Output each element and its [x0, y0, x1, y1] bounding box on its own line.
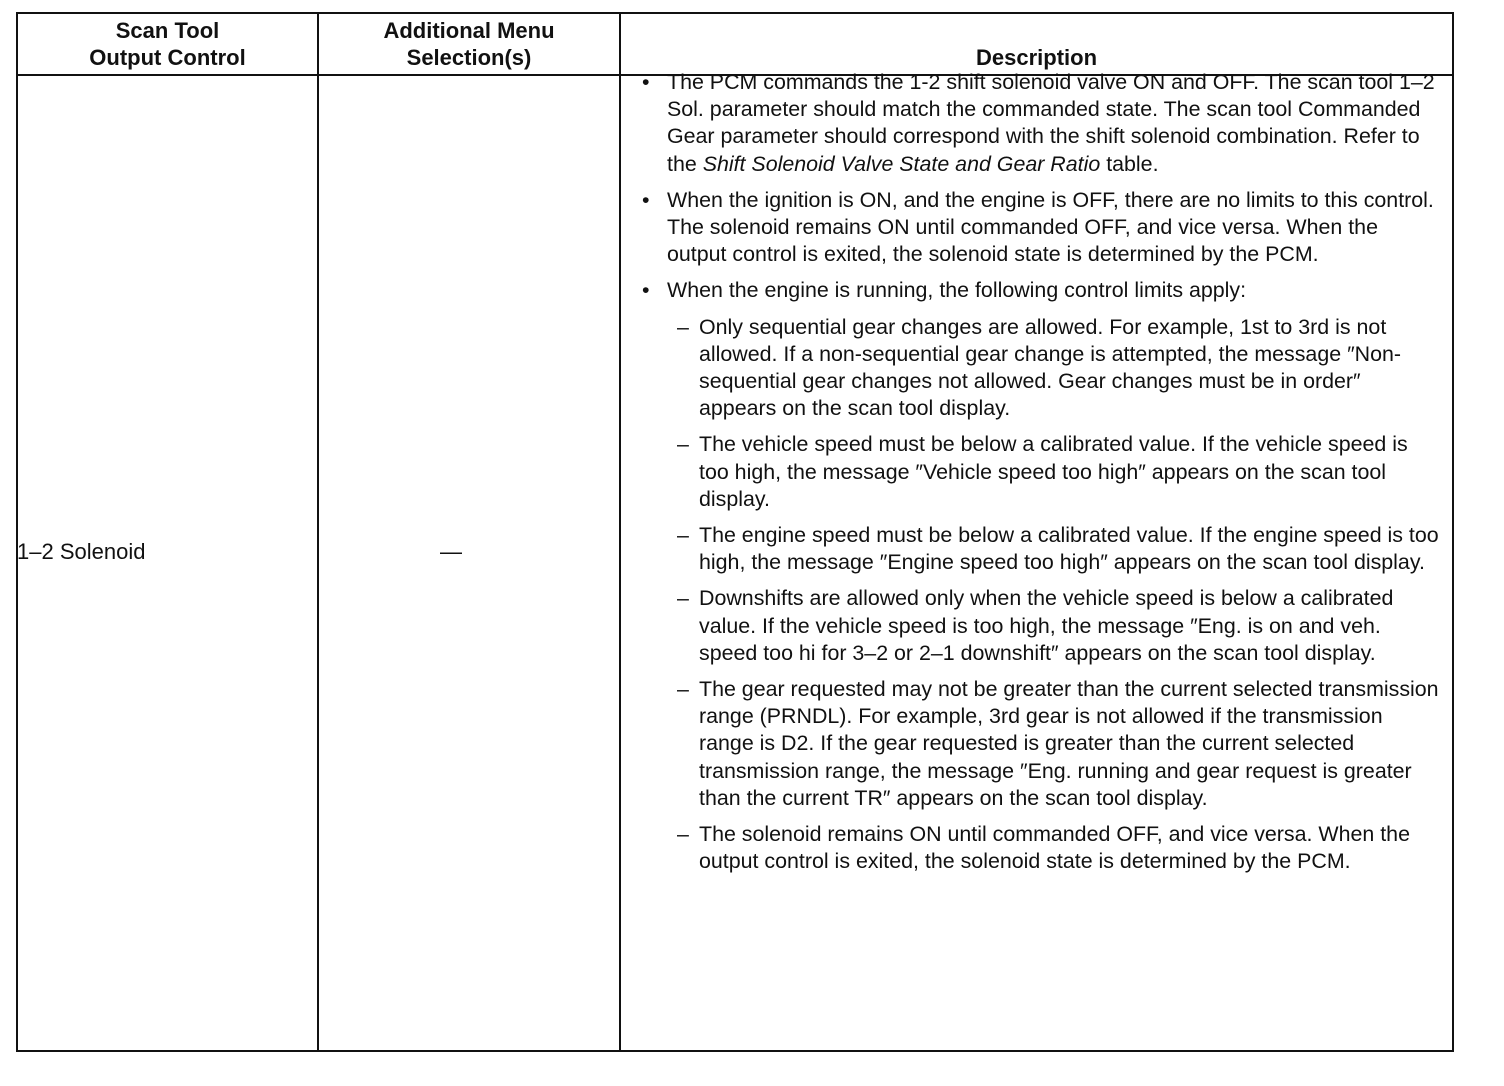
control-limit-text: Only sequential gear changes are allowed. For example, 1st to 3rd is not allowed. If a non-sequential gear change is attempted, the message ″Non-sequential gear changes not allowed. Gear changes must be in order″ appears on the scan tool display. [699, 314, 1402, 421]
header-scan-tool-output-control [18, 14, 317, 74]
header-text: Scan Tool [115, 18, 220, 43]
description-cell [620, 69, 1442, 884]
bullet-text: When the ignition is ON, and the engine is OFF, there are no limits to this control. The solenoid remains ON until commanded OFF, and vice versa. When the output control is exited, the solenoid state is determined by the PCM. [667, 187, 1434, 267]
column-divider [317, 14, 319, 1050]
description-bullet [620, 187, 1442, 269]
control-limit-text: The solenoid remains ON until commanded OFF, and vice versa. When the output control is exited, the solenoid state is determined by the PCM. [699, 822, 1410, 874]
control-limit-item [620, 314, 1442, 423]
dash-marker: – [677, 523, 689, 548]
bullet-marker: • [642, 278, 650, 303]
menu-selection-cell: — [440, 539, 462, 564]
control-limit-item [620, 522, 1442, 576]
bullet-text: The PCM commands the 1-2 shift solenoid valve ON and OFF. The scan tool 1–2 Sol. parameter should match the commanded state. The scan tool Commanded Gear parameter should correspond with the shift solenoid combination. Refer to the [667, 70, 1435, 176]
table-reference: Shift Solenoid Valve State and Gear Ratio [702, 151, 1101, 176]
bullet-marker: • [642, 187, 650, 212]
header-description [621, 14, 1452, 74]
dash-marker: – [677, 432, 689, 457]
control-limit-item [620, 676, 1442, 812]
output-control-cell: 1–2 Solenoid [17, 539, 146, 564]
description-bullet [620, 69, 1442, 178]
dash-marker: – [677, 314, 689, 339]
control-limit-text: The gear requested may not be greater than the current selected transmission range (PRNDL). For example, 3rd gear is not allowed if the transmission range is D2. If the gear requested is greater than the current selected transmission range, the message ″Eng. running and gear request is greater than the current TR″ appears on the scan tool display. [699, 677, 1439, 810]
dash-marker: – [677, 677, 689, 702]
bullet-text: When the engine is running, the following control limits apply: [667, 278, 1247, 303]
header-additional-menu-selections [319, 14, 619, 74]
control-limit-item [620, 821, 1442, 875]
bullet-text: table. [1100, 151, 1159, 176]
bullet-marker: • [642, 70, 650, 94]
header-text: Output Control [89, 45, 246, 70]
control-limit-item [620, 431, 1442, 513]
header-text: Description [975, 45, 1098, 70]
header-text: Additional Menu [383, 18, 555, 43]
control-limit-item [620, 585, 1442, 667]
control-limit-text: The engine speed must be below a calibrated value. If the engine speed is too high, the message ″Engine speed too high″ appears on the scan tool display. [699, 523, 1439, 575]
description-bullet [620, 277, 1442, 304]
dash-marker: – [677, 586, 689, 611]
header-text: Selection(s) [406, 45, 532, 70]
dash-marker: – [677, 822, 689, 847]
control-limit-text: The vehicle speed must be below a calibrated value. If the vehicle speed is too high, the message ″Vehicle speed too high″ appears on the scan tool display. [699, 432, 1408, 511]
control-limit-text: Downshifts are allowed only when the vehicle speed is below a calibrated value. If the vehicle speed is too high, the message ″Eng. is on and veh. speed too hi for 3–2 or 2–1 downshift″ appears on the scan tool display. [699, 586, 1394, 665]
